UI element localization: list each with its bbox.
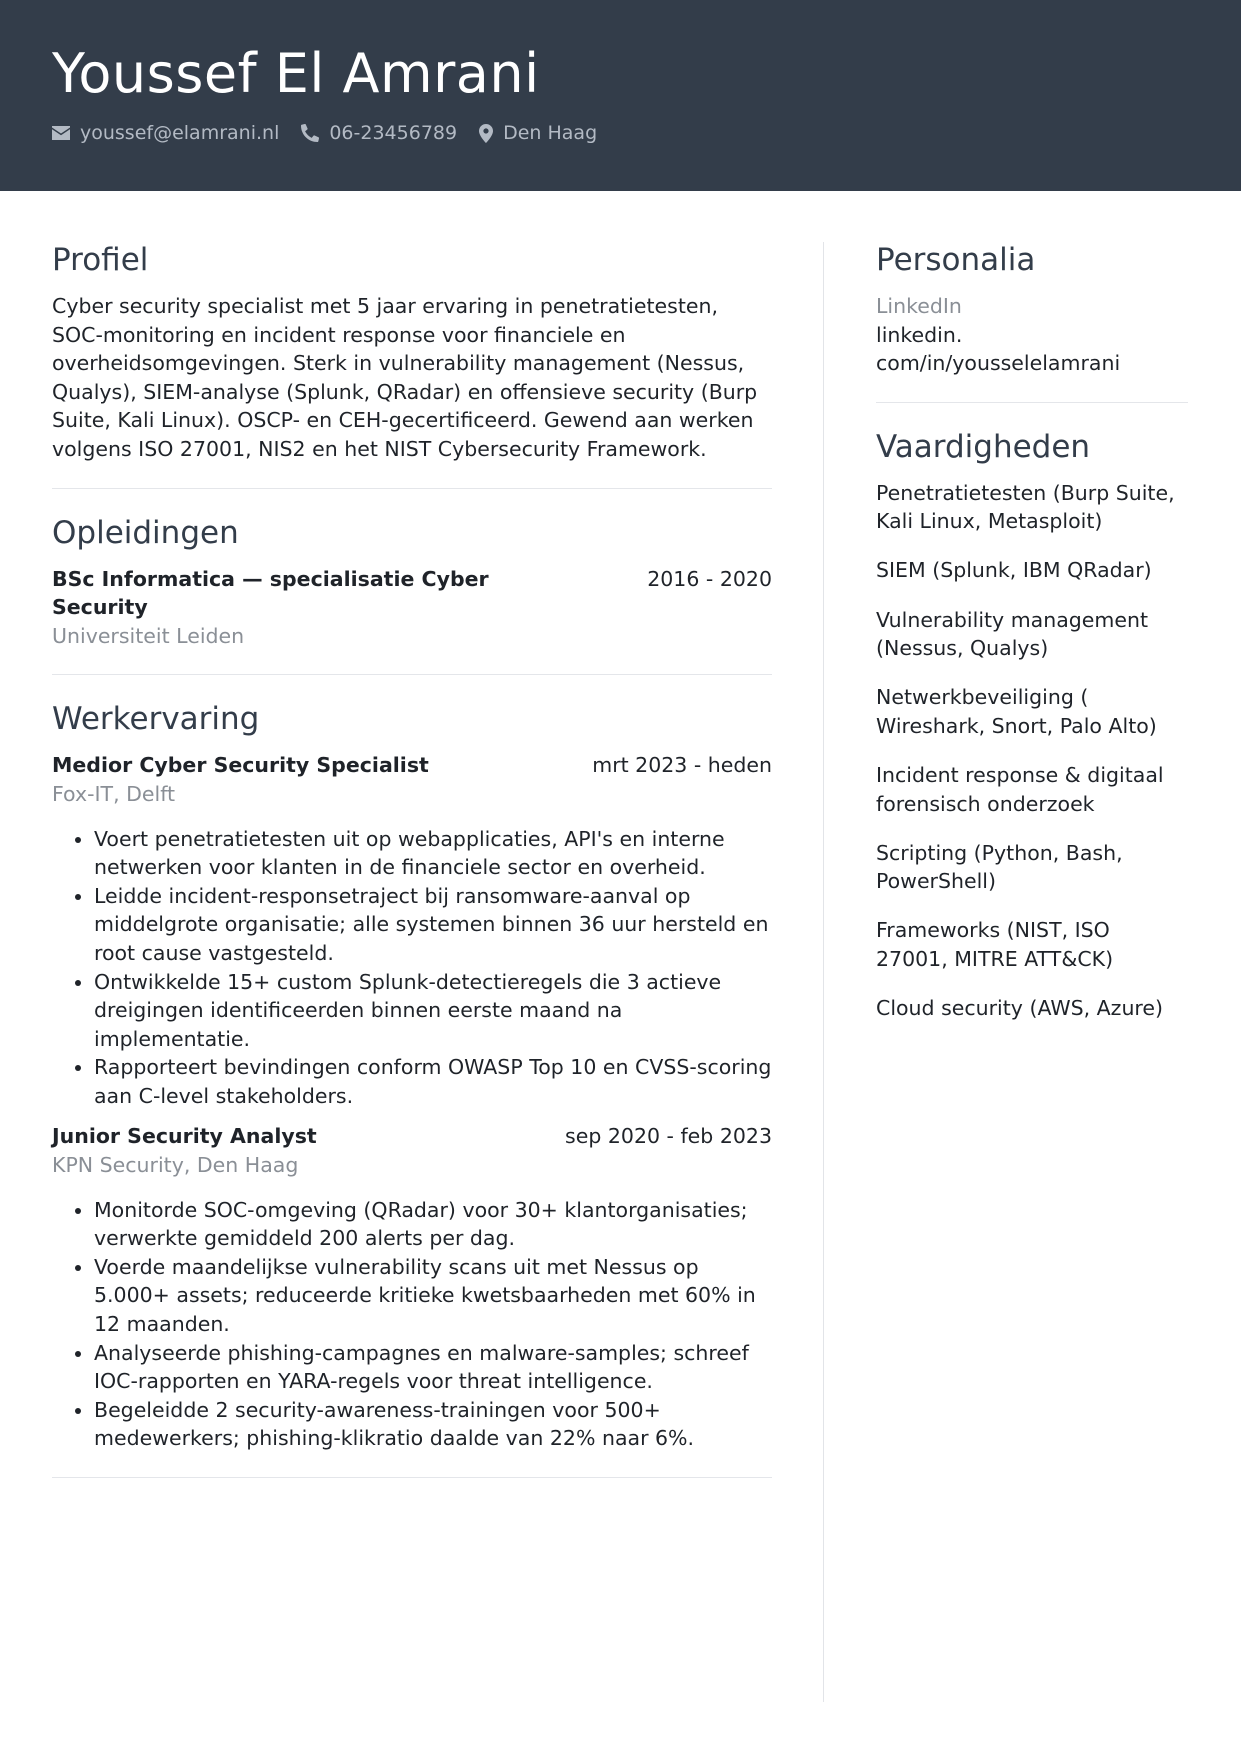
job-header <box>52 751 772 780</box>
education-section <box>52 513 772 651</box>
job-dates: sep 2020 - feb 2023 <box>565 1124 772 1149</box>
job-bullet: • Monitorde SOC-omgeving (QRadar) voor 30+ klantorganisaties; verwerkte gemiddeld 200 alerts per dag. <box>94 1196 772 1253</box>
job-bullet: • Voerde maandelijkse vulnerability scans uit met Nessus op 5.000+ assets; reduceerde kritieke kwetsbaarheden met 60% in 12 maanden. <box>94 1253 772 1339</box>
candidate-name: Youssef El Amrani <box>52 42 540 105</box>
personal-section <box>876 240 1188 378</box>
section-divider <box>876 402 1188 403</box>
linkedin-url-line: com/in/yousselelamrani <box>876 351 1121 376</box>
job-dates: mrt 2023 - heden <box>592 753 772 778</box>
column-divider <box>823 242 824 1702</box>
section-divider <box>52 488 772 489</box>
job-entry <box>52 751 772 1110</box>
contact-bar <box>52 122 619 144</box>
job-bullets <box>52 1196 772 1453</box>
linkedin-label: LinkedIn <box>876 294 962 318</box>
job-role: Medior Cyber Security Specialist <box>52 753 429 778</box>
skills-list <box>876 479 1188 1023</box>
job-bullet: • Leidde incident-responsetraject bij ransomware-aanval op middelgrote organisatie; alle systemen binnen 36 uur hersteld en root cause vastgesteld. <box>94 882 772 968</box>
job-bullet: • Voert penetratietesten uit op webapplicaties, API's en interne netwerken voor klanten in de financiele sector en overheid. <box>94 825 772 882</box>
contact-phone[interactable] <box>301 122 457 144</box>
job-bullet: • Ontwikkelde 15+ custom Splunk-detectieregels die 3 actieve dreigingen identificeerden binnen eerste maand na implementatie. <box>94 968 772 1054</box>
skills-heading: Vaardigheden <box>876 428 1091 465</box>
skill-item: Netwerkbeveiliging ( Wireshark, Snort, Palo Alto) <box>876 685 1157 738</box>
experience-heading: Werkervaring <box>52 701 260 738</box>
phone-text: 06-23456789 <box>329 122 458 144</box>
job-entry <box>52 1122 772 1453</box>
education-school: Universiteit Leiden <box>52 623 245 648</box>
personal-heading: Personalia <box>876 242 1036 278</box>
map-pin-icon <box>479 124 493 143</box>
linkedin-link[interactable] <box>876 321 1188 378</box>
job-bullet: • Begeleidde 2 security-awareness-trainingen voor 500+ medewerkers; phishing-klikratio daalde van 22% naar 6%. <box>94 1396 772 1453</box>
education-entry-header <box>52 565 772 622</box>
profile-heading: Profiel <box>52 242 149 278</box>
skill-item: Penetratietesten (Burp Suite, Kali Linux, Metasploit) <box>876 480 1175 534</box>
skill-item: Cloud security (AWS, Azure) <box>876 996 1164 1020</box>
envelope-icon <box>52 126 70 140</box>
education-heading: Opleidingen <box>52 514 239 551</box>
phone-icon <box>301 124 319 142</box>
email-text: youssef@elamrani.nl <box>80 122 280 144</box>
main-column <box>52 240 772 1502</box>
side-column <box>876 240 1188 1023</box>
skill-item: Frameworks (NIST, ISO 27001, MITRE ATT&CK) <box>876 918 1114 971</box>
job-bullets <box>52 825 772 1111</box>
linkedin-url-line: linkedin. <box>876 322 963 347</box>
job-bullet: • Analyseerde phishing-campagnes en malware-samples; schreef IOC-rapporten en YARA-regels voor threat intelligence. <box>94 1339 772 1396</box>
job-company: KPN Security, Den Haag <box>52 1153 299 1178</box>
resume-header <box>0 0 1241 191</box>
job-bullet: • Rapporteert bevindingen conform OWASP Top 10 en CVSS-scoring aan C-level stakeholders. <box>94 1053 772 1110</box>
education-dates: 2016 - 2020 <box>647 566 772 591</box>
job-company: Fox-IT, Delft <box>52 781 176 806</box>
skill-item: SIEM (Splunk, IBM QRadar) <box>876 558 1152 583</box>
education-degree: BSc Informatica — specialisatie Cyber Security <box>52 566 489 620</box>
contact-email[interactable] <box>52 122 279 144</box>
contact-location <box>479 122 597 144</box>
profile-section <box>52 240 772 464</box>
profile-text: Cyber security specialist met 5 jaar ervaring in penetratietesten, SOC-monitoring en incident response voor financiele en overheidsomgevingen. Sterk in vulnerability management (Nessus, Qualys), SIEM-analyse (Splunk, QRadar) en offensieve security (Burp Suite, Kali Linux). OSCP- en CEH-gecertificeerd. Gewend aan werken volgens ISO 27001, NIS2 en het NIST Cybersecurity Framework. <box>52 294 758 461</box>
skill-item: Scripting (Python, Bash, PowerShell) <box>876 840 1123 894</box>
experience-section <box>52 699 772 1453</box>
skill-item: Incident response & digitaal forensisch onderzoek <box>876 762 1164 816</box>
job-role: Junior Security Analyst <box>52 1124 317 1149</box>
section-divider <box>52 674 772 675</box>
location-text: Den Haag <box>503 122 598 144</box>
job-header <box>52 1122 772 1151</box>
skills-section <box>876 427 1188 1023</box>
section-divider <box>52 1477 772 1478</box>
skill-item: Vulnerability management (Nessus, Qualys) <box>876 607 1149 661</box>
